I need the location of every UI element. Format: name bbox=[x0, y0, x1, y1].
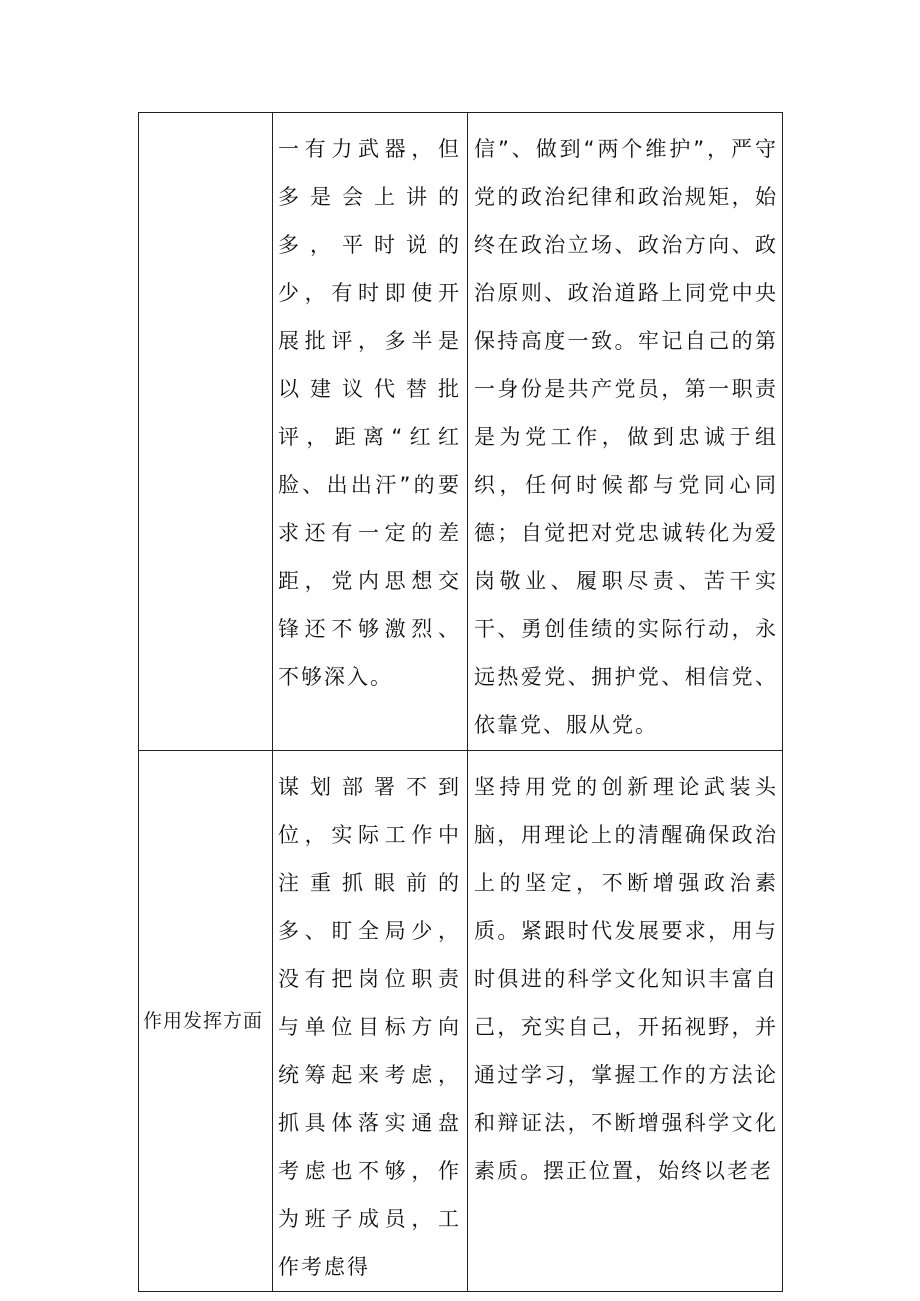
category-cell bbox=[139, 751, 273, 1292]
table-row bbox=[139, 113, 783, 751]
problem-text: 谋划部署不到位，实际工作中注重抓眼前的多、盯全局少，没有把岗位职责与单位目标方向统筹起来考虑，抓具体落实通盘考虑也不够，作为班子成员，工作考虑得 bbox=[278, 775, 461, 1279]
category-cell bbox=[139, 113, 273, 751]
problem-cell bbox=[273, 751, 468, 1292]
measure-cell bbox=[468, 751, 783, 1292]
problem-text: 一有力武器，但多是会上讲的多，平时说的少，有时即使开展批评，多半是以建议代替批评，距离“红红脸、出出汗”的要求还有一定的差距，党内思想交锋还不够激烈、不够深入。 bbox=[278, 137, 461, 689]
measure-text: 坚持用党的创新理论武装头脑，用理论上的清醒确保政治上的坚定，不断增强政治素质。紧跟时代发展要求，用与时俱进的科学文化知识丰富自己，充实自己，开拓视野，并通过学习，掌握工作的方法论和辩证法，不断增强科学文化素质。摆正位置，始终以老老 bbox=[474, 775, 778, 1183]
table-row bbox=[139, 751, 783, 1292]
rectification-table bbox=[138, 112, 783, 1292]
problem-cell bbox=[273, 113, 468, 751]
measure-text: 信”、做到“两个维护”，严守党的政治纪律和政治规矩，始终在政治立场、政治方向、政治原则、政治道路上同党中央保持高度一致。牢记自己的第一身份是共产党员，第一职责是为党工作，做到忠诚于组织，任何时候都与党同心同德；自觉把对党忠诚转化为爱岗敬业、履职尽责、苦干实干、勇创佳绩的实际行动，永远热爱党、拥护党、相信党、依靠党、服从党。 bbox=[474, 137, 778, 737]
category-text: 作用发挥方面 bbox=[143, 1010, 264, 1032]
measure-cell bbox=[468, 113, 783, 751]
